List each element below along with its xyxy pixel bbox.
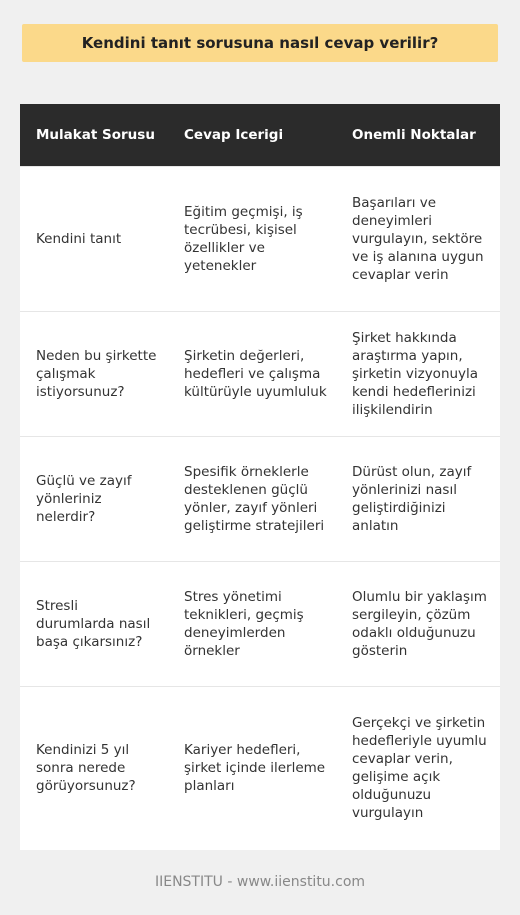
table-cell-points: Başarıları ve deneyimleri vurgulayın, sektöre ve iş alanına uygun cevaplar verin	[336, 166, 500, 311]
table-cell-question: Neden bu şirkette çalışmak istiyorsunuz?	[20, 311, 168, 436]
table-cell-answer: Kariyer hedefleri, şirket içinde ilerleme planları	[168, 686, 336, 850]
table-cell-points: Dürüst olun, zayıf yönlerinizi nasıl geliştirdiğinizi anlatın	[336, 436, 500, 561]
table-cell-question: Güçlü ve zayıf yönleriniz nelerdir?	[20, 436, 168, 561]
footer-credit: IIENSTITU - www.iienstitu.com	[154, 874, 366, 890]
table-cell-question: Kendinizi 5 yıl sonra nerede görüyorsunuz?	[20, 686, 168, 850]
table-row	[20, 436, 500, 561]
column-header-question: Mulakat Sorusu	[20, 104, 168, 166]
table-header-row	[20, 104, 500, 166]
table-row	[20, 311, 500, 436]
column-header-answer-content: Cevap Icerigi	[168, 104, 336, 166]
table-row	[20, 561, 500, 686]
table-row	[20, 686, 500, 850]
page-title: Kendini tanıt sorusuna nasıl cevap verilir?	[22, 24, 498, 62]
table-cell-points: Gerçekçi ve şirketin hedefleriyle uyumlu cevaplar verin, gelişime açık olduğunuzu vurgulayın	[336, 686, 500, 850]
table-cell-points: Şirket hakkında araştırma yapın, şirketin vizyonuyla kendi hedeflerinizi ilişkilendirin	[336, 311, 500, 436]
column-header-key-points: Onemli Noktalar	[336, 104, 500, 166]
table-cell-question: Kendini tanıt	[20, 166, 168, 311]
table-cell-answer: Eğitim geçmişi, iş tecrübesi, kişisel özellikler ve yetenekler	[168, 166, 336, 311]
table-cell-answer: Stres yönetimi teknikleri, geçmiş deneyimlerden örnekler	[168, 561, 336, 686]
table-row	[20, 166, 500, 311]
table-cell-question: Stresli durumlarda nasıl başa çıkarsınız?	[20, 561, 168, 686]
table-cell-points: Olumlu bir yaklaşım sergileyin, çözüm odaklı olduğunuzu gösterin	[336, 561, 500, 686]
table-cell-answer: Şirketin değerleri, hedefleri ve çalışma kültürüyle uyumluluk	[168, 311, 336, 436]
interview-table	[20, 104, 500, 850]
table-cell-answer: Spesifik örneklerle desteklenen güçlü yönler, zayıf yönleri geliştirme stratejileri	[168, 436, 336, 561]
